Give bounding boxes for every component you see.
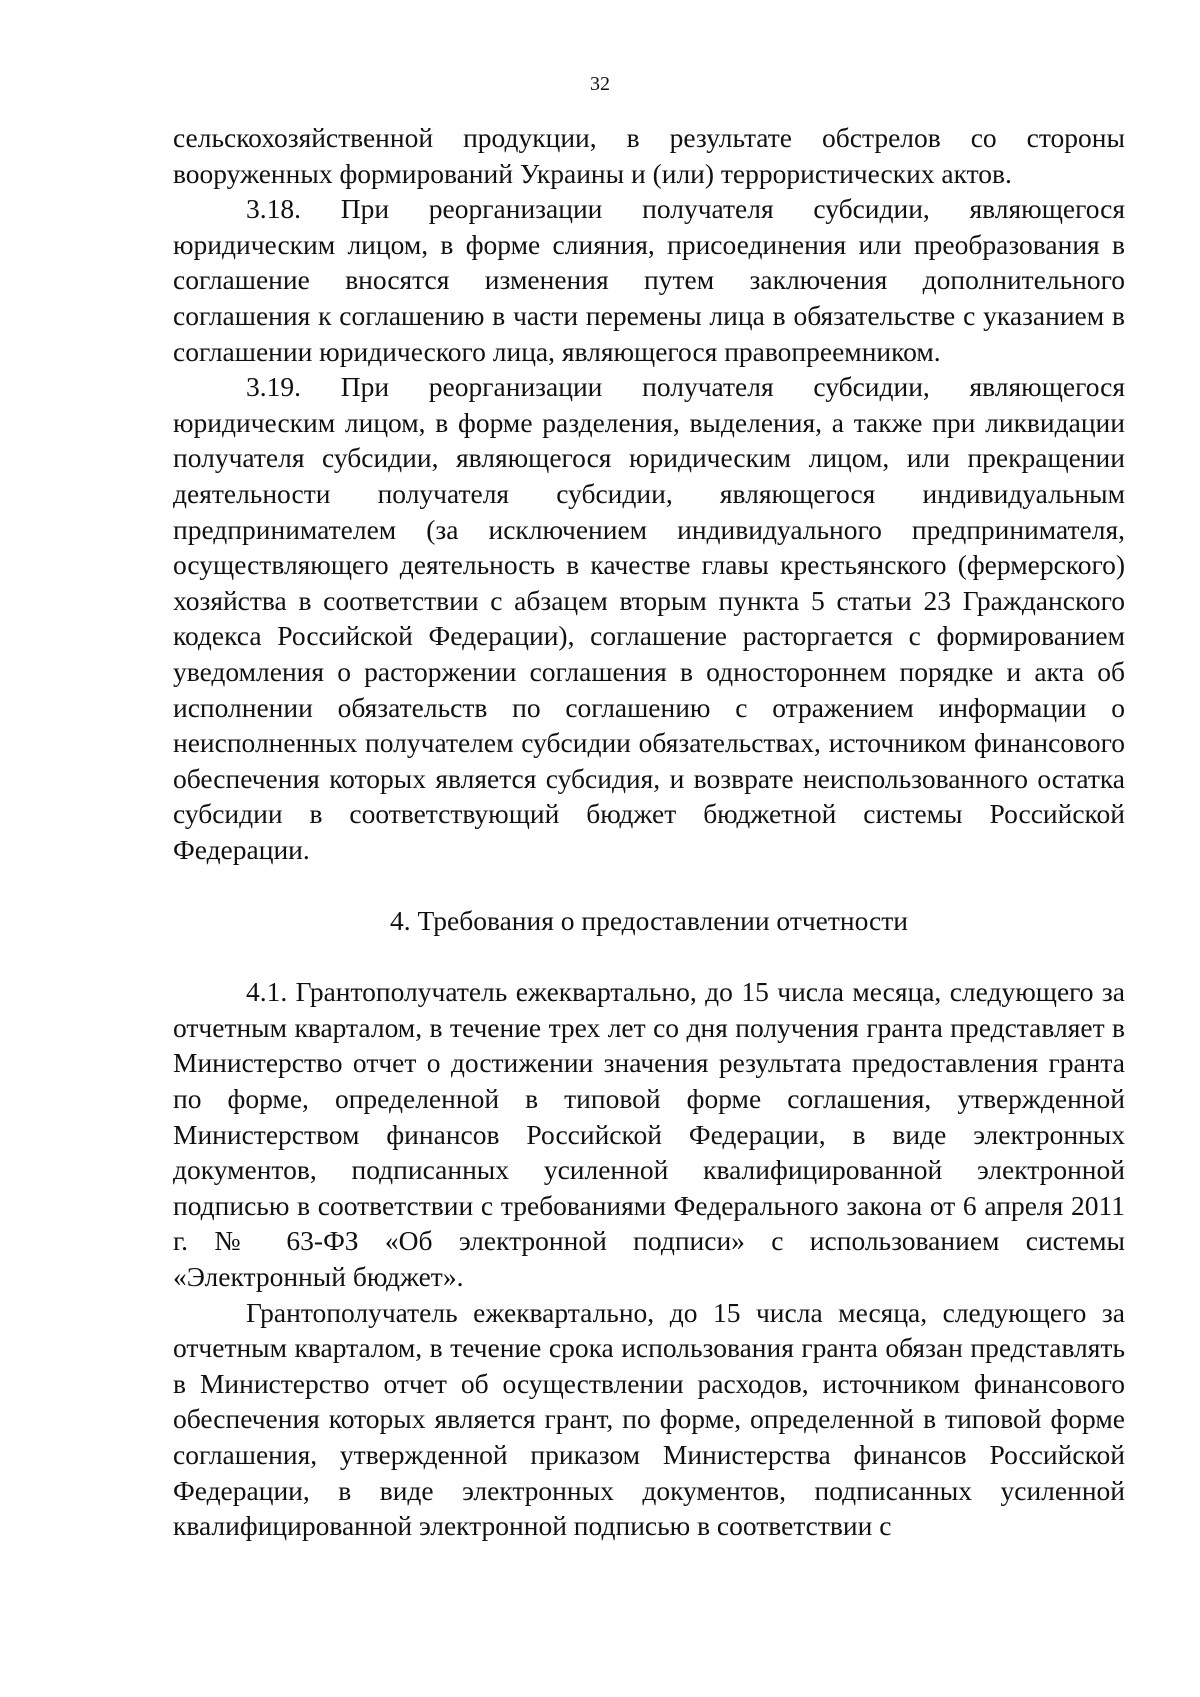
section-heading: 4. Требования о предоставлении отчетности [390,905,908,937]
paragraph-continuation: сельскохозяйственной продукции, в результате обстрелов со стороны вооруженных формирований Украины и (или) террористических актов. [173,122,1125,189]
paragraph-expense-report: Грантополучатель ежеквартально, до 15 числа месяца, следующего за отчетным кварталом, в течение срока использования гранта обязан представлять в Министерство отчет об осуществлении расходов, источником финансового обеспечения которых является грант, по форме, определенной в типовой форме соглашения, утвержденной приказом Министерства финансов Российской Федерации, в виде электронных документов, подписанных усиленной квалифицированной электронной подписью в соответствии с [173,1296,1125,1542]
document-body [173,120,1125,1544]
spacer [173,939,1125,975]
page-number: 32 [590,73,610,95]
paragraph-3-19: 3.19. При реорганизации получателя субсидии, являющегося юридическим лицом, в форме разделения, выделения, а также при ликвидации получателя субсидии, являющегося юридическим лицом, или прекращении деятельности получателя субсидии, являющегося индивидуальным предпринимателем (за исключением индивидуального предпринимателя, осуществляющего деятельность в качестве главы крестьянского (фермерского) хозяйства в соответствии с абзацем вторым пункта 5 статьи 23 Гражданского кодекса Российской Федерации), соглашение расторгается с формированием уведомления о расторжении соглашения в одностороннем порядке и акта об исполнении обязательств по соглашению с отражением информации о неисполненных получателем субсидии обязательствах, источником финансового обеспечения которых является субсидия, и возврате неиспользованного остатка субсидии в соответствующий бюджет бюджетной системы Российской Федерации. [173,371,1125,865]
paragraph-4-1: 4.1. Грантополучатель ежеквартально, до 15 числа месяца, следующего за отчетным кварталом, в течение трех лет со дня получения гранта представляет в Министерство отчет о достижении значения результата предоставления гранта по форме, определенной в типовой форме соглашения, утвержденной Министерством финансов Российской Федерации, в виде электронных документов, подписанных усиленной квалифицированной электронной подписью в соответствии с требованиями Федерального закона от 6 апреля 2011 г. № 63-ФЗ «Об электронной подписи» с использованием системы «Электронный бюджет». [173,976,1125,1292]
spacer [173,867,1125,903]
paragraph-3-18: 3.18. При реорганизации получателя субсидии, являющегося юридическим лицом, в форме слияния, присоединения или преобразования в соглашение вносятся изменения путем заключения дополнительного соглашения к соглашению в части перемены лица в обязательстве с указанием в соглашении юридического лица, являющегося правопреемником. [173,193,1125,367]
